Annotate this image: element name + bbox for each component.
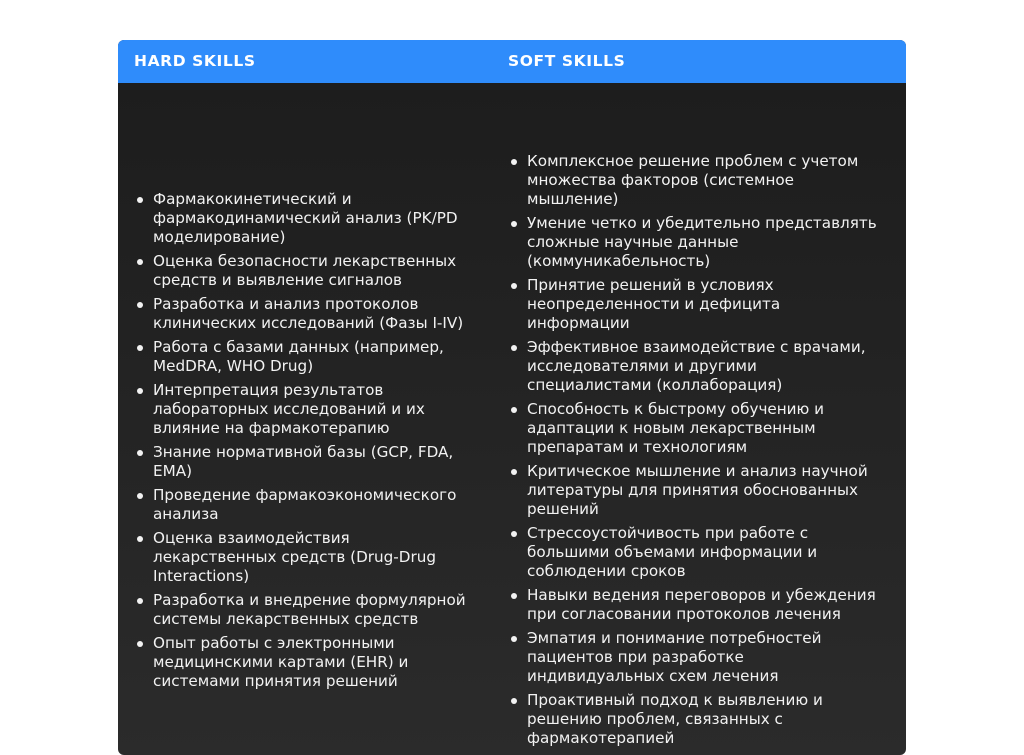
hard-skills-heading: HARD SKILLS	[134, 52, 256, 70]
list-item: Эффективное взаимодействие с врачами, исследователями и другими специалистами (коллаборация)	[508, 338, 883, 395]
table-body	[118, 83, 906, 755]
soft-skills-list	[508, 152, 883, 753]
hard-skills-list	[134, 190, 474, 696]
list-item: Навыки ведения переговоров и убеждения при согласовании протоколов лечения	[508, 586, 883, 624]
list-item: Проведение фармакоэкономического анализа	[134, 486, 474, 524]
list-item: Разработка и анализ протоколов клинических исследований (Фазы I-IV)	[134, 295, 474, 333]
list-item: Оценка взаимодействия лекарственных средств (Drug-Drug Interactions)	[134, 529, 474, 586]
list-item: Знание нормативной базы (GCP, FDA, EMA)	[134, 443, 474, 481]
list-item: Работа с базами данных (например, MedDRA, WHO Drug)	[134, 338, 474, 376]
list-item: Интерпретация результатов лабораторных исследований и их влияние на фармакотерапию	[134, 381, 474, 438]
list-item: Принятие решений в условиях неопределенности и дефицита информации	[508, 276, 883, 333]
table-header	[118, 40, 906, 83]
list-item: Эмпатия и понимание потребностей пациентов при разработке индивидуальных схем лечения	[508, 629, 883, 686]
list-item: Опыт работы с электронными медицинскими картами (EHR) и системами принятия решений	[134, 634, 474, 691]
list-item: Разработка и внедрение формулярной системы лекарственных средств	[134, 591, 474, 629]
list-item: Критическое мышление и анализ научной литературы для принятия обоснованных решений	[508, 462, 883, 519]
list-item: Оценка безопасности лекарственных средств и выявление сигналов	[134, 252, 474, 290]
skills-table	[118, 40, 906, 755]
list-item: Умение четко и убедительно представлять сложные научные данные (коммуникабельность)	[508, 214, 883, 271]
list-item: Стрессоустойчивость при работе с большими объемами информации и соблюдении сроков	[508, 524, 883, 581]
list-item: Проактивный подход к выявлению и решению проблем, связанных с фармакотерапией	[508, 691, 883, 748]
list-item: Способность к быстрому обучению и адаптации к новым лекарственным препаратам и технологиям	[508, 400, 883, 457]
list-item: Комплексное решение проблем с учетом множества факторов (системное мышление)	[508, 152, 883, 209]
soft-skills-heading: SOFT SKILLS	[508, 52, 626, 70]
list-item: Фармакокинетический и фармакодинамический анализ (PK/PD моделирование)	[134, 190, 474, 247]
